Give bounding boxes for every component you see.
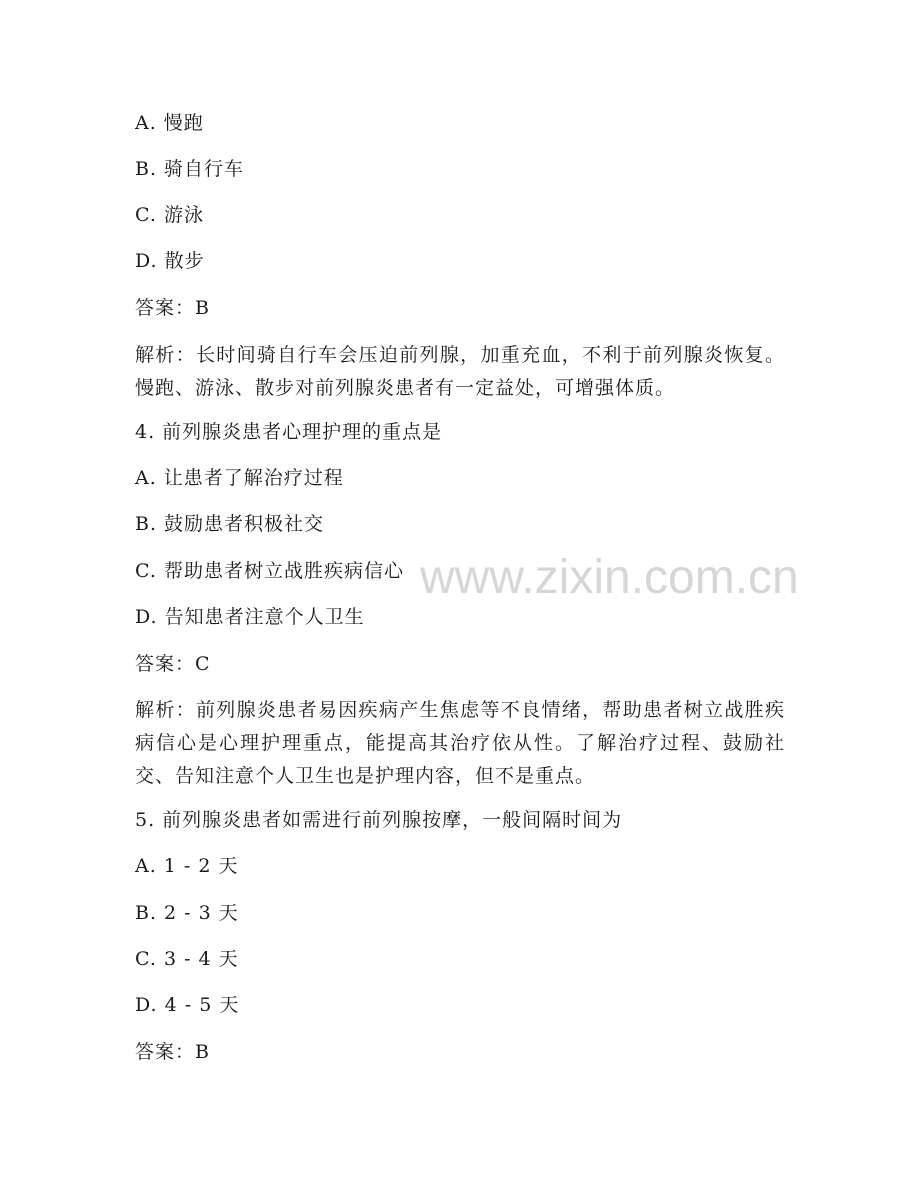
q5-option-d: D. 4 - 5 天 [135,994,240,1016]
q3-option-a: A. 慢跑 [135,112,204,134]
q3-answer: 答案：B [135,297,210,319]
q4-option-b: B. 鼓励患者积极社交 [135,513,325,535]
q3-option-d: D. 散步 [135,250,205,272]
q4-option-a: A. 让患者了解治疗过程 [135,467,344,489]
q3-analysis: 解析：长时间骑自行车会压迫前列腺，加重充血，不利于前列腺炎恢复。慢跑、游泳、散步对前列腺炎患者有一定益处，可增强体质。 [135,344,785,399]
q4-option-c: C. 帮助患者树立战胜疾病信心 [135,560,404,582]
q5-option-c: C. 3 - 4 天 [135,948,239,970]
q4-question: 4. 前列腺炎患者心理护理的重点是 [135,421,443,443]
q4-analysis: 解析：前列腺炎患者易因疾病产生焦虑等不良情绪，帮助患者树立战胜疾病信心是心理护理重点，能提高其治疗依从性。了解治疗过程、鼓励社交、告知注意个人卫生也是护理内容，但不是重点。 [135,699,785,787]
q3-option-b: B. 骑自行车 [135,158,245,180]
q4-option-d: D. 告知患者注意个人卫生 [135,606,365,628]
q5-option-b: B. 2 - 3 天 [135,902,239,924]
watermark: www.zixin.com.cn [420,551,799,604]
q5-option-a: A. 1 - 2 天 [135,855,239,877]
q4-answer: 答案：C [135,653,211,675]
q3-option-c: C. 游泳 [135,204,204,226]
q5-question: 5. 前列腺炎患者如需进行前列腺按摩，一般间隔时间为 [135,809,623,831]
q5-answer: 答案：B [135,1041,210,1063]
